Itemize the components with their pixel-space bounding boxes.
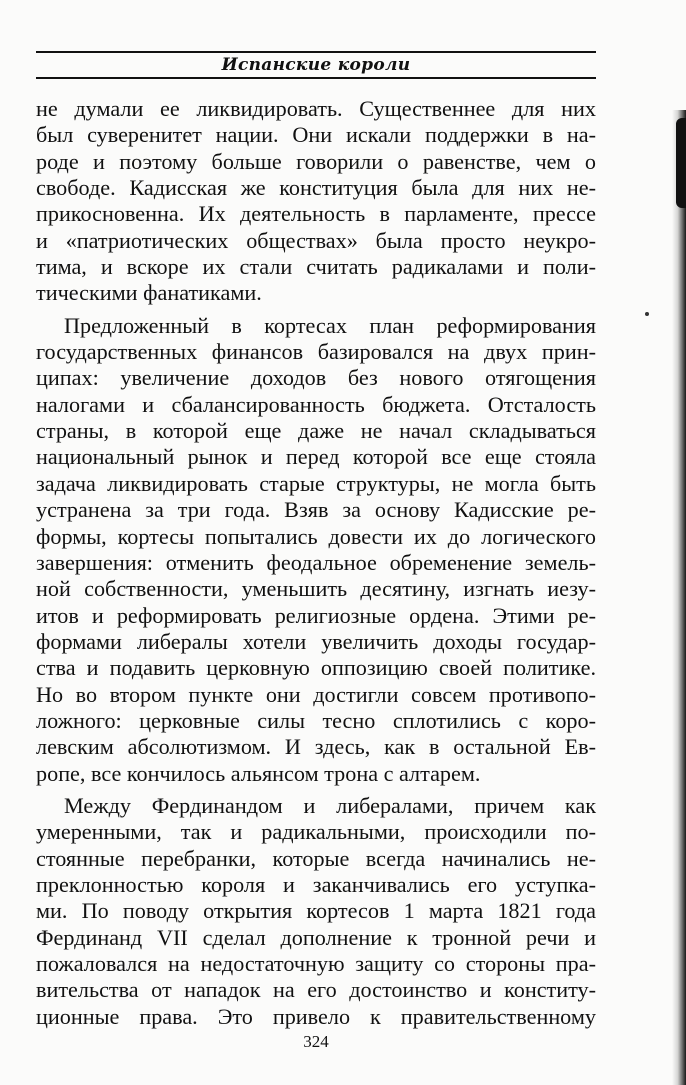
text-line: завершения: отменить феодальное обременение земель- <box>36 549 596 575</box>
text-line: ми. По поводу открытия кортесов 1 марта 1821 года <box>36 898 596 924</box>
text-line: Предложенный в кортесах план реформирования <box>64 312 596 338</box>
text-line: Фердинанд VII сделал дополнение к тронной речи и <box>36 924 596 950</box>
text-line: национальный рынок и перед которой все еще стояла <box>36 444 596 470</box>
text-line: был суверенитет нации. Они искали поддержки в на- <box>36 122 596 148</box>
text-line: ной собственности, уменьшить десятину, изгнать иезу- <box>36 576 596 602</box>
text-line: ционные права. Это привело к правительственному <box>36 1003 596 1029</box>
text-line: преклонностью короля и заканчивались его уступка- <box>36 871 596 897</box>
text-line: устранена за три года. Взяв за основу Кадисские ре- <box>36 497 596 523</box>
text-line: пожаловался на недостаточную защиту со стороны пра- <box>36 951 596 976</box>
text-line: страны, в которой еще даже не начал складываться <box>36 418 596 444</box>
header-bottom-rule <box>36 77 596 79</box>
text-line: тическими фанатиками. <box>36 280 262 306</box>
text-line: налогами и сбалансированность бюджета. Отсталость <box>36 391 596 417</box>
text-line: итов и реформировать религиозные ордена. Этими ре- <box>36 602 596 628</box>
page-edge-shadow <box>672 110 686 1085</box>
text-line: левским абсолютизмом. И здесь, как в остальной Ев- <box>36 734 596 760</box>
text-line: государственных финансов базировался на двух прин- <box>36 339 596 365</box>
text-line: задача ликвидировать старые структуры, не могла быть <box>36 470 596 496</box>
text-line: и «патриотических обществах» была просто неукро- <box>36 227 596 253</box>
text-line: не думали ее ликвидировать. Существеннее для них <box>36 96 596 121</box>
scan-speck <box>645 312 649 316</box>
text-line: ства и подавить церковную оппозицию своей политике. <box>36 655 596 681</box>
paragraph <box>36 793 596 1030</box>
running-title: Испанские короли <box>221 55 411 75</box>
paragraph <box>36 313 596 787</box>
text-line: формы, кортесы попытались довести их до логического <box>36 523 596 549</box>
text-line: тима, и вскоре их стали считать радикалами и поли- <box>36 254 596 280</box>
text-line: роде и поэтому больше говорили о равенстве, чем о <box>36 148 596 174</box>
text-line: Между Фердинандом и либералами, причем как <box>64 792 596 818</box>
text-line: Но во втором пункте они достигли совсем противопо- <box>36 681 596 707</box>
paragraph <box>36 96 596 307</box>
text-line: умеренными, так и радикальными, происходили по- <box>36 819 596 845</box>
text-line: вительства от нападок на его достоинство и конститу- <box>36 977 596 1003</box>
header-top-rule <box>36 51 596 53</box>
text-line: формами либералы хотели увеличить доходы государ- <box>36 628 596 654</box>
text-line: прикосновенна. Их деятельность в парламенте, прессе <box>36 201 596 227</box>
text-line: стоянные перебранки, которые всегда начинались не- <box>36 845 596 871</box>
page-edge-blot <box>676 118 686 208</box>
text-line: свободе. Кадисская же конституция была для них не- <box>36 175 596 201</box>
text-line: ципах: увеличение доходов без нового отягощения <box>36 365 596 391</box>
body-text <box>36 96 596 1030</box>
text-line: ложного: церковные силы тесно сплотились с коро- <box>36 707 596 733</box>
page-number: 324 <box>303 1032 329 1051</box>
text-line: ропе, все кончилось альянсом трона с алтарем. <box>36 760 481 786</box>
